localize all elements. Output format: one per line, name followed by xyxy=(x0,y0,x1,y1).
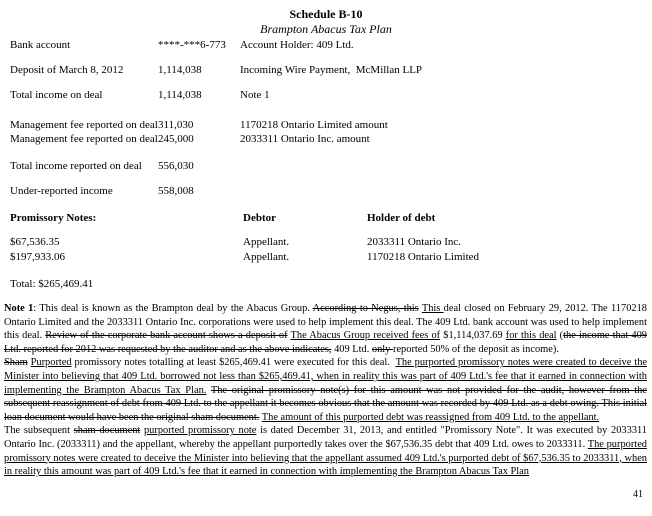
text-segment-underline: Purported xyxy=(30,357,72,369)
summary-row xyxy=(0,132,652,146)
text-segment-bold: Note 1 xyxy=(4,303,34,314)
summary-value: 1,114,038 xyxy=(158,89,202,101)
text-segment-normal: 409 Ltd. xyxy=(331,343,372,355)
text-segment-underline: This xyxy=(421,303,444,314)
summary-note xyxy=(240,159,652,173)
summary-label: Total income reported on deal xyxy=(10,160,142,172)
summary-row xyxy=(0,63,652,77)
summary-label: Deposit of March 8, 2012 xyxy=(10,64,124,76)
text-segment-underline: purported promissory note xyxy=(143,425,257,437)
note1-paragraph xyxy=(4,302,647,356)
text-segment-strike: Sham xyxy=(4,357,28,369)
summary-label: Management fee reported on deal xyxy=(10,133,158,145)
text-segment-underline: The purported promissory notes were created to deceive the Minister into believing that the appellant assumed 409 Ltd.'s purported debt of $67,536.35 to 2033311, when in reality this amount was part of 409 Ltd.'s fee that it earned in connection with implementing the Brampton Abacus Tax Plan xyxy=(4,438,647,478)
text-segment-underline: The Abacus Group received fees of xyxy=(290,330,441,342)
text-segment-normal: $1,114,037.69 xyxy=(440,330,506,342)
note-amount: $67,536.35 xyxy=(10,236,60,248)
summary-label: Under-reported income xyxy=(10,185,113,197)
summary-value: 1,114,038 xyxy=(158,64,202,76)
text-segment-strike: The original promissory note(s) for this amount was not provided for the audit, however from the subsequent reassignment of debt from 409 Ltd. to the appellant it becomes obvious that the amount was recorded by 409 Ltd. as a debt owing. This initial loan document would have been the original sham document. xyxy=(4,384,647,423)
promissory-notes-total: Total: $265,469.41 xyxy=(10,278,94,290)
promissory-note-row xyxy=(0,250,652,265)
summary-label: Management fee reported on deal xyxy=(10,119,158,131)
text-segment-strike: sham document xyxy=(73,425,141,437)
text-segment-normal: deal closed on February 29, 2012. The 1170218 Ontario Limited and the 2033311 Ontario Inc. corporations were used to help implement this deal. The 409 Ltd. bank account was used to help implement this deal. xyxy=(4,303,647,342)
text-segment-underline: for this deal xyxy=(505,330,557,342)
summary-row xyxy=(0,159,652,173)
summary-note: 1170218 Ontario Limited amount xyxy=(240,119,388,131)
text-segment-normal: ( xyxy=(556,330,564,342)
text-segment-normal: The subsequent xyxy=(4,425,74,437)
summary-value: ****-***6-773 xyxy=(158,39,226,51)
note-holder: 1170218 Ontario Limited xyxy=(367,251,480,263)
text-segment-strike: Review of the corporate bank account shows a deposit of xyxy=(45,330,288,342)
text-segment-normal: is dated December 31, 2013, and entitled "Promissory Note". It was executed by 2033311 Ontario Inc. (2033311) and the appellant, whereby the appellant purportedly takes over the $67,536.35 debt that 409 Ltd. owes to 2033311. xyxy=(4,425,647,450)
summary-value: 245,000 xyxy=(158,133,194,145)
promissory-notes-header xyxy=(0,211,652,226)
note-holder: 2033311 Ontario Inc. xyxy=(367,236,461,248)
text-segment-normal: reported 50% of the deposit as income). xyxy=(392,343,559,355)
text-segment-normal: promissory notes totalling at least $265,469.41 were executed for this deal. xyxy=(71,357,396,369)
text-segment-strike: According to Negus, this xyxy=(312,303,419,314)
summary-value: 558,008 xyxy=(158,185,194,197)
summary-note: Account Holder: 409 Ltd. xyxy=(240,39,354,51)
debtor-column-heading: Debtor xyxy=(243,212,276,224)
note-debtor: Appellant. xyxy=(243,236,290,248)
text-segment-strike: the income that 409 Ltd. reported for 2012 was requested by the auditor and as the above indicates, xyxy=(4,330,647,355)
text-segment-underline: The purported promissory notes were created to deceive the Minister into believing that 409 Ltd. borrowed not less than $265,469.41, when in reality this was part of 409 Ltd.'s fee that it earned in connection with implementing the Brampton Abacus Tax Plan. xyxy=(4,357,648,396)
summary-value: 311,030 xyxy=(158,119,194,131)
text-segment-strike: only xyxy=(371,343,393,355)
promissory-notes-paragraph xyxy=(4,356,647,424)
summary-row xyxy=(0,184,652,198)
page-title: Schedule B-10 xyxy=(289,7,363,21)
subsequent-note-paragraph xyxy=(4,424,647,478)
summary-label: Total income on deal xyxy=(10,89,103,101)
promissory-note-row xyxy=(0,235,652,250)
summary-row xyxy=(0,118,652,132)
promissory-notes-heading: Promissory Notes: xyxy=(10,212,97,224)
notes-section xyxy=(0,302,652,479)
summary-note xyxy=(240,184,652,198)
page-number: 41 xyxy=(633,489,643,500)
page-subtitle: Brampton Abacus Tax Plan xyxy=(260,22,392,36)
summary-label: Bank account xyxy=(10,39,71,51)
summary-note: Incoming Wire Payment, McMillan LLP xyxy=(240,64,423,76)
holder-column-heading: Holder of debt xyxy=(367,212,436,224)
summary-row xyxy=(0,88,652,102)
note-amount: $197,933.06 xyxy=(10,251,65,263)
summary-value: 556,030 xyxy=(158,160,194,172)
text-segment-normal: : This deal is known as the Brampton deal by the Abacus Group. xyxy=(33,303,313,314)
text-segment-underline: The amount of this purported debt was reassigned from 409 Ltd. to the appellant. xyxy=(261,411,600,423)
summary-note: Note 1 xyxy=(240,89,270,101)
note-debtor: Appellant. xyxy=(243,251,290,263)
summary-row xyxy=(0,38,652,52)
summary-note: 2033311 Ontario Inc. amount xyxy=(240,133,370,145)
